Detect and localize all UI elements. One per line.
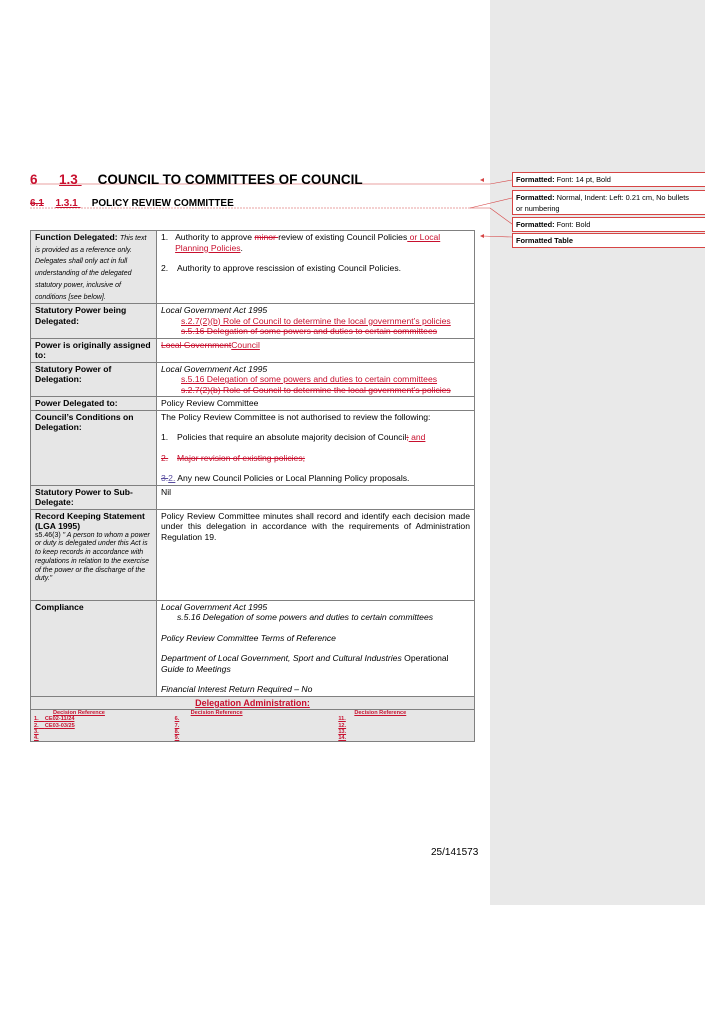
table-row [31, 231, 475, 304]
row-value [157, 338, 475, 362]
col-header: Decision Reference [53, 710, 105, 717]
row-label: Council’s Conditions on Delegation: [31, 410, 157, 485]
heading-new-number: 1.3 [59, 172, 78, 187]
decision-number: 6. [174, 716, 180, 723]
comment-balloon-1[interactable] [512, 172, 705, 187]
col-header: Decision Reference [354, 710, 407, 717]
text: Operational [401, 653, 449, 664]
comment-text: Normal, Indent: Left: 0.21 cm, No bullets [556, 193, 689, 202]
record-keeping-note [35, 532, 152, 584]
comment-balloon-2[interactable] [512, 190, 705, 215]
row-label: Statutory Power being Delegated: [31, 304, 157, 339]
terms-of-reference: Policy Review Committee Terms of Reference [161, 632, 336, 643]
row-value [157, 304, 475, 339]
function-delegated-note: This text is provided as a reference only. Delegates shall only act in full understanding of the delegated statutory power, inclusive of conditions [see below]. [35, 235, 147, 301]
decision-number: 7. [174, 722, 180, 729]
deleted-text: Major revision of existing policies; [177, 452, 306, 463]
decision-number: 2. [34, 722, 39, 729]
decision-number: 12. [338, 722, 347, 729]
table-row [31, 397, 475, 411]
comment-balloon-3[interactable] [512, 217, 705, 232]
decision-reference-table [31, 710, 474, 741]
comment-label: Formatted: [516, 175, 555, 184]
delegation-admin-title: Delegation Administration: [31, 696, 475, 710]
record-keeping-label: Record Keeping Statement (LGA 1995) [35, 510, 145, 532]
row-label [31, 231, 157, 304]
function-delegated-label: Function Delegated: [35, 232, 118, 242]
table-row [31, 485, 475, 509]
heading-subsection [30, 198, 234, 209]
department-name: Department of Local Government, Sport and Cultural Industries [161, 653, 402, 664]
table-row [31, 710, 475, 742]
inserted-number: 2. [168, 473, 176, 484]
row-label: Power is originally assigned to: [31, 338, 157, 362]
deleted-text: s.2.7(2)(b) Role of Council to determine the local government’s policies [181, 384, 451, 395]
table-row [31, 338, 475, 362]
text: . [240, 242, 243, 253]
deleted-text: minor [254, 232, 279, 242]
item-text [177, 432, 425, 443]
table-row [31, 304, 475, 339]
item-text [175, 232, 470, 253]
decision-number: 11. [338, 716, 346, 723]
comment-label: Formatted Table [516, 236, 573, 245]
row-value [157, 410, 475, 485]
row-value: Nil [157, 485, 475, 509]
act-name: Local Government Act 1995 [161, 363, 268, 374]
inserted-text: s.2.7(2)(b) Role of Council to determine the local government’s policies [181, 315, 451, 326]
row-value: Policy Review Committee minutes shall record and identify each decision made under this delegation in accordance with the requirements of Administration Regulation 19. [157, 509, 475, 600]
item-number: 2. [161, 452, 169, 463]
dept-guide [161, 653, 470, 664]
decision-number: 9. [174, 735, 180, 742]
comment-label: Formatted: [516, 193, 555, 202]
row-label [31, 509, 157, 600]
guide-name: Guide to Meetings [161, 663, 231, 674]
decision-number: 13. [338, 728, 347, 735]
text: Policies that require an absolute majority decision of Council [177, 432, 407, 443]
section-quote: " A person to whom a power or duty is delegated under this Act is to keep records in accordance with regulations in relation to the exercise of the power or the discharge of the duty." [35, 531, 150, 583]
subheading-title: POLICY REVIEW COMMITTEE [91, 198, 234, 209]
deleted-number: 3. [161, 473, 169, 484]
act-name: Local Government Act 1995 [161, 305, 268, 316]
list-item [161, 263, 470, 274]
row-value [157, 362, 475, 397]
row-value: Policy Review Committee [157, 397, 475, 411]
conditions-intro: The Policy Review Committee is not authorised to review the following: [161, 411, 431, 422]
delegation-table [30, 230, 475, 742]
row-value [157, 600, 475, 696]
item-number: 1. [161, 432, 169, 443]
decision-number: 1. [34, 716, 39, 723]
deleted-text: Local Government [161, 339, 232, 350]
comment-text-cont: or numbering [516, 203, 560, 213]
row-value [157, 231, 475, 304]
comment-text: Font: 14 pt, Bold [556, 175, 611, 184]
heading-title: COUNCIL TO COMMITTEES OF COUNCIL [97, 172, 363, 187]
financial-interest-return: Financial Interest Return Required – No [161, 684, 313, 695]
table-row [31, 410, 475, 485]
comment-balloon-4[interactable] [512, 233, 705, 248]
decision-reference-cell [31, 710, 475, 742]
row-label: Statutory Power to Sub-Delegate: [31, 485, 157, 509]
subheading-new-number: 1.3.1 [55, 198, 78, 209]
table-row [31, 696, 475, 710]
list-item [161, 453, 470, 464]
comment-label: Formatted: [516, 220, 555, 229]
text: review of existing Council Policies [278, 232, 408, 242]
deleted-text: s.5.16 Delegation of some powers and duties to certain committees [181, 326, 438, 337]
inserted-text: Council [231, 339, 260, 350]
comment-text: Font: Bold [556, 220, 591, 229]
list-item [161, 432, 470, 443]
item-text: Authority to approve rescission of existing Council Policies. [177, 263, 402, 273]
table-row [31, 600, 475, 696]
inserted-text: and [408, 432, 426, 443]
inserted-text: s.5.16 Delegation of some powers and duties to certain committees [181, 374, 438, 385]
list-item [161, 232, 470, 253]
row-label: Compliance [31, 600, 157, 696]
act-section: s.5.16 Delegation of some powers and duties to certain committees [177, 612, 434, 623]
subheading-old-number: 6.1 [30, 198, 44, 209]
table-row [31, 509, 475, 600]
decision-ref: CE02-11/24 [44, 716, 75, 723]
decision-number: 14. [338, 735, 347, 742]
list-item [161, 473, 470, 484]
heading-section [30, 172, 363, 187]
deleted-text: ; [406, 432, 409, 443]
table-row [31, 735, 474, 741]
text: Authority to approve [175, 232, 255, 242]
decision-number: 8. [174, 728, 180, 735]
document-reference-number: 25/141573 [431, 847, 479, 858]
table-row [31, 362, 475, 397]
col-header: Decision Reference [190, 710, 243, 717]
item-number: 1. [161, 232, 169, 242]
row-label: Statutory Power of Delegation: [31, 362, 157, 397]
item-text: Any new Council Policies or Local Planning Policy proposals. [175, 473, 410, 484]
decision-ref: CE03-03/25 [44, 722, 75, 729]
item-number: 2. [161, 263, 169, 273]
row-label: Power Delegated to: [31, 397, 157, 411]
heading-old-number: 6 [30, 172, 38, 187]
act-name: Local Government Act 1995 [161, 601, 268, 612]
section-ref: s5.46(3) [35, 531, 61, 539]
inserted-text: or Local Planning Policies [175, 232, 441, 253]
decision-number: 3. [34, 728, 39, 735]
decision-number: 4. [34, 735, 39, 742]
